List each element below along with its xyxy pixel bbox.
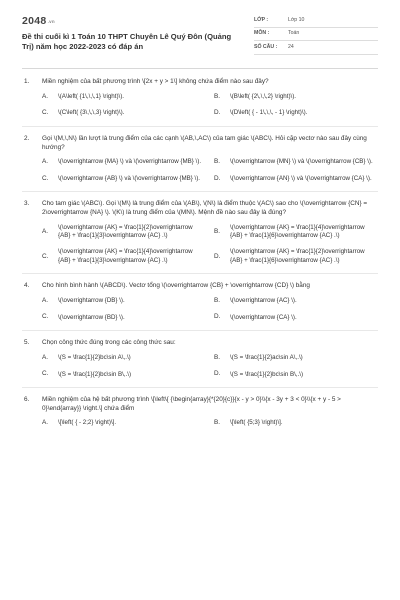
option-d[interactable] [214,370,378,379]
option-text: \(\overrightarrow {AC} \). [230,296,297,304]
option-letter: A. [42,227,49,235]
meta-value: 24 [288,43,294,50]
option-b[interactable] [214,354,378,363]
option-text: \(\overrightarrow {AN} \) và \(\overrightarrow {CA} \). [230,174,372,182]
option-text: \(D\left( { - 1\,\,\, - 1} \right)\). [230,109,308,117]
site-logo[interactable] [22,14,242,28]
meta-value: Lớp 10 [288,16,305,23]
option-letter: D. [214,174,221,182]
option-text: \(B\left( {2\,\,\,2} \right)\). [230,92,297,100]
question-number: 1. [24,78,30,85]
option-b[interactable] [214,158,378,167]
header-divider [22,68,378,69]
option-text: \(\overrightarrow {DB} \). [58,296,125,304]
question-divider [22,273,378,274]
question-number: 2. [24,134,30,142]
option-d[interactable] [214,109,378,118]
options-grid [42,224,378,265]
meta-key: SỐ CÂU : [254,43,278,50]
option-text: \(\overrightarrow {AK} = \frac{1}{4}\overrightarrow {AB} + \frac{1}{3}\overrightarrow {AC} .\) [58,248,193,264]
question-number: 5. [24,339,30,347]
question-text: Miền nghiệm của hệ bất phương trình \[\left\{ {\begin{array}{*{20}{c}}{x - y > 0}\\{x - 3y + 3 < 0}\\{x + y - 5 > 0}\end{array}} \right.\] chứa điểm [42,396,341,412]
question-text: Cho hình bình hành \(ABCD\). Vectơ tổng \(\overrightarrow {CB} + \overrightarrow {CD} \) bằng [42,282,310,290]
question-text: Miền nghiệm của bất phương trình \[2x + y > 1\] không chứa điểm nào sau đây? [42,78,269,85]
question-divider [22,330,378,331]
option-text: \(S = \frac{1}{2}bc\sin A\,.\) [58,353,131,361]
option-letter: C. [42,174,49,182]
option-text: \(\overrightarrow {AK} = \frac{1}{2}\overrightarrow {AB} + \frac{1}{6}\overrightarrow {AC} .\) [230,248,365,264]
options-grid [42,297,378,322]
option-letter: B. [214,296,221,304]
option-a[interactable] [42,419,206,428]
option-text: \(\overrightarrow {BD} \). [58,313,125,321]
option-text: \(\overrightarrow {MN} \) và \(\overrightarrow {CB} \). [230,158,373,166]
option-c[interactable] [42,248,206,265]
option-letter: A. [42,158,49,166]
question-4 [22,282,378,331]
option-text: \(\overrightarrow {AB} \) và \(\overrightarrow {MB} \). [58,174,201,182]
options-grid [42,158,378,183]
option-text: \(\overrightarrow {CA} \). [230,313,297,321]
option-letter: D. [214,370,221,378]
option-c[interactable] [42,370,206,379]
question-3 [22,200,378,274]
logo-suffix: .vn [47,19,55,24]
question-text: Gọi \(M,\,N\) lần lượt là trung điểm của các cạnh \(AB,\,AC\) của tam giác \(ABC\). Hỏi cặp vectơ nào sau đây cùng hướng? [42,134,367,151]
question-6 [22,396,378,428]
option-letter: A. [42,92,49,100]
option-text: \(S = \frac{1}{2}bc\sin B\,.\) [58,370,132,378]
question-number: 6. [24,396,30,404]
question-number: 3. [24,200,30,208]
option-text: \(S = \frac{1}{2}ac\sin A\,.\) [230,353,303,361]
question-divider [22,191,378,192]
option-text: \(\overrightarrow {AK} = \frac{1}{4}\overrightarrow {AB} + \frac{1}{6}\overrightarrow {AC} .\) [230,223,365,240]
option-letter: A. [42,353,49,361]
option-text: \(\overrightarrow {AK} = \frac{1}{2}\overrightarrow {AB} + \frac{1}{3}\overrightarrow {AC} .\) [58,223,193,240]
question-1 [22,78,378,127]
options-grid [42,93,378,118]
option-letter: B. [214,158,221,166]
option-b[interactable] [214,93,378,102]
option-c[interactable] [42,175,206,184]
option-a[interactable] [42,297,206,306]
meta-row-subject [254,28,378,42]
option-letter: B. [214,92,221,100]
question-5 [22,339,378,388]
option-letter: D. [214,109,221,117]
logo-brand: 2048 [22,15,47,27]
options-grid [42,419,378,428]
option-letter: D. [214,252,221,260]
option-d[interactable] [214,248,378,265]
option-c[interactable] [42,313,206,322]
option-letter: B. [214,419,221,427]
option-letter: A. [42,296,49,304]
document-header [22,0,378,68]
option-letter: C. [42,313,49,321]
option-text: \(A\left( {1\,\,\,1} \right)\). [58,92,125,100]
question-divider [22,126,378,127]
option-letter: C. [42,370,49,378]
option-letter: C. [42,109,49,117]
option-text: \(\overrightarrow {MA} \) và \(\overrightarrow {MB} \). [58,158,202,166]
option-text: \(C\left( {3\,\,\,3} \right)\). [58,109,125,117]
option-text: \[\left( { - 2;2} \right)\]. [58,419,117,427]
option-a[interactable] [42,158,206,167]
header-left [22,14,242,68]
option-a[interactable] [42,93,206,102]
option-text: \[\left( {5;3} \right)\]. [230,419,283,427]
question-number: 4. [24,282,30,290]
option-letter: C. [42,252,49,260]
option-b[interactable] [214,224,378,241]
option-d[interactable] [214,313,378,322]
question-divider [22,387,378,388]
option-a[interactable] [42,354,206,363]
option-a[interactable] [42,224,206,241]
options-grid [42,354,378,379]
meta-key: LỚP : [254,16,269,23]
option-d[interactable] [214,175,378,184]
exam-meta-table [254,14,378,68]
option-c[interactable] [42,109,206,118]
meta-value: Toán [288,30,300,37]
option-letter: B. [214,353,221,361]
meta-key: MÔN : [254,30,270,37]
option-letter: D. [214,313,221,321]
option-letter: B. [214,227,221,235]
question-2 [22,135,378,193]
question-text: Cho tam giác \(ABC\). Gọi \(M\) là trung điểm của \(AB\), \(N\) là điểm thuộc \(AC\) sao cho \(\overrightarrow {CN} = 2\overrightarrow {NA} \). \(K\) là trung điểm của \(MN\). Mệnh đề nào sau đây là đúng? [42,200,368,217]
document-title: Đề thi cuối kì 1 Toán 10 THPT Chuyên Lê Quý Đôn (Quảng Trị) năm học 2022-2023 có đáp án [22,32,232,52]
option-b[interactable] [214,297,378,306]
option-text: \(S = \frac{1}{2}bc\sin B\,.\) [230,370,304,378]
question-text: Chọn công thức đúng trong các công thức sau: [42,339,176,347]
option-letter: A. [42,419,49,427]
option-b[interactable] [214,419,378,428]
meta-row-count [254,41,378,55]
meta-row-grade [254,14,378,28]
